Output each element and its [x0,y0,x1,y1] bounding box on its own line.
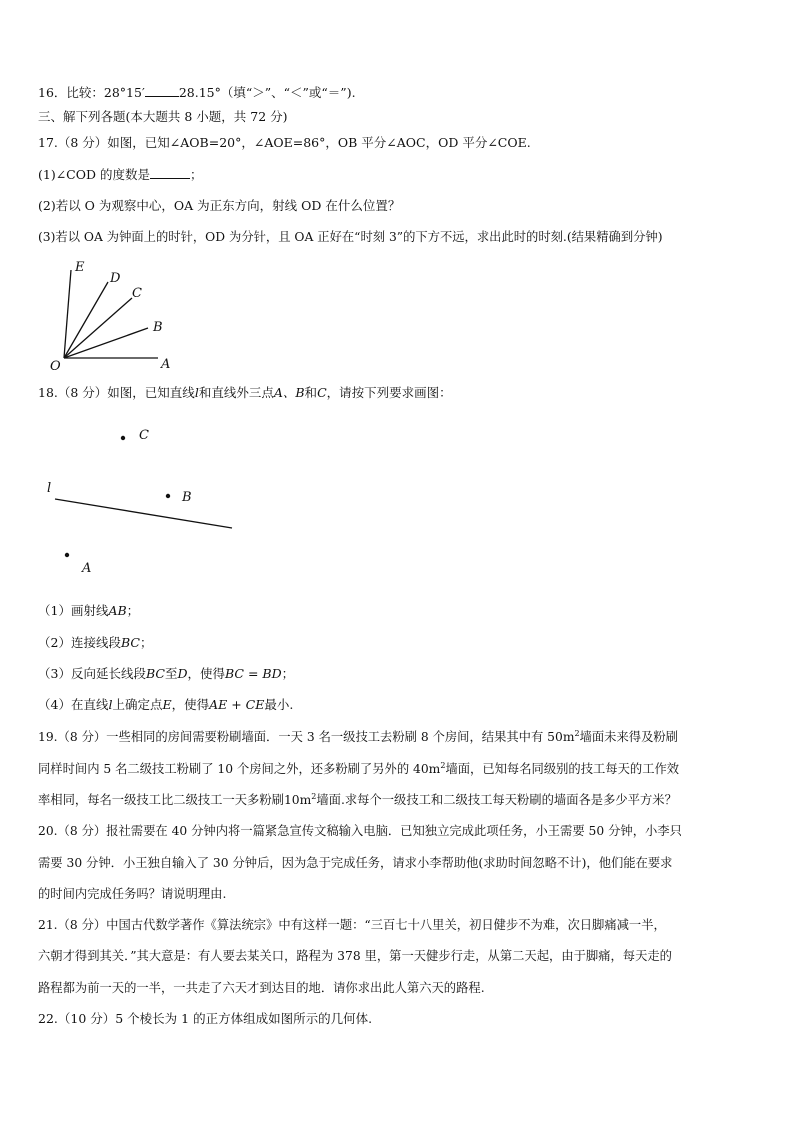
q19-line-3 [38,792,677,808]
q20-line-1: 20.（8 分）报社需要在 40 分钟内将一篇紧急宣传文稿输入电脑．已知独立完成此项任务，小王需要 50 分钟，小李只 [38,824,682,838]
label-A-18: A [82,561,92,576]
q16-prefix: 16．比较：28°15′ [38,85,145,100]
q18-s3-a: （3）反向延长线段 [38,666,146,681]
q18-stem-b: 和直线外三点 [198,385,274,400]
q17-stem: 17.（8 分）如图，已知∠AOB=20°，∠AOE=86°，OB 平分∠AOC，OD 平分∠COE. [38,135,531,150]
q18-s3-math3: BC = BD [225,666,282,681]
q18-stem-l: l [194,385,199,400]
q18-s4-d: 最小. [264,697,294,712]
q18-step-3 [38,666,294,682]
label-C-18: C [139,428,149,443]
q18-stem-a: 18.（8 分）如图，已知直线 [38,385,195,400]
q18-s4-math2: E [162,697,172,712]
q18-stem-points: A、B [273,385,305,400]
label-D: D [110,271,121,286]
label-l: l [47,481,52,496]
q19-l1-a: 19.（8 分）一些相同的房间需要粉刷墙面．一天 3 名一级技工去粉刷 8 个房间，结果其中有 50m [38,730,575,744]
q18-stem-C: C [317,385,327,400]
section-3-title: 三、解下列各题(本大题共 8 小题，共 72 分) [38,109,288,124]
q21-line-2: 六朝才得到其关．”其大意是：有人要去某关口，路程为 378 里，第一天健步行走，从第二天起，由于脚痛，每天走的 [38,949,672,963]
point-C [121,436,125,440]
q22-stem: 22.（10 分）5 个棱长为 1 的正方体组成如图所示的几何体. [38,1011,373,1026]
q18-s2-a: （2）连接线段 [38,635,121,650]
q19-l1-sup: 2 [574,728,580,738]
q18-s3-d: ； [281,666,295,681]
q18-stem-c: 和 [304,385,318,400]
q18-s3-c: ，使得 [187,666,226,681]
q17-part1-suffix: ； [190,167,203,182]
q18-stem-d: ，请按下列要求画图： [326,385,452,400]
label-A: A [161,357,171,372]
q18-step-4 [38,697,293,713]
q18-s3-math1: BC [145,666,165,681]
q17-part1-prefix: (1)∠COD 的度数是 [38,167,150,182]
q20-line-2: 需要 30 分钟．小王独自输入了 30 分钟后，因为急于完成任务，请求小李帮助他(求助时间忽略不计)，他们能在要求 [38,856,673,870]
label-B-18: B [182,490,192,505]
q18-step-1 [38,603,139,619]
q19-l1-b: 墙面未来得及粉刷 [579,730,678,744]
q18-s4-math3: AE + CE [209,697,265,712]
q18-s4-a: （4）在直线 [38,697,109,712]
q18-s1-b: ； [126,603,140,618]
q18-step-2 [38,635,152,651]
label-B: B [153,320,163,335]
q18-s4-b: 上确定点 [112,697,163,712]
label-O: O [50,359,61,374]
q19-l2-a: 同样时间内 5 名二级技工粉刷了 10 个房间之外，还多粉刷了另外的 40m [38,762,441,776]
q18-s3-math2: D [177,666,188,681]
q18-s4-math1: l [108,697,113,712]
q18-s4-c: ，使得 [171,697,210,712]
label-E: E [75,260,85,275]
label-C: C [132,286,142,301]
q19-l3-a: 率相同，每名一级技工比二级技工一天多粉刷10m [38,793,312,807]
point-A [65,553,69,557]
q18-s2-b: ； [139,635,153,650]
q18-s1-math: AB [108,603,127,618]
point-B [166,494,170,498]
q21-line-3: 路程都为前一天的一半，一共走了六天才到达目的地．请你求出此人第六天的路程. [38,981,485,995]
q17-part3: (3)若以 OA 为钟面上的时针，OD 为分针，且 OA 正好在“时刻 3”的下方不远，求出此时的时刻.(结果精确到分钟) [38,230,663,244]
q20-line-3: 的时间内完成任务吗？请说明理由. [38,887,227,901]
q19-line-1 [38,729,678,745]
q19-l3-b: 墙面.求每个一级技工和二级技工每天粉刷的墙面各是多少平方米？ [316,793,677,807]
line-l [55,499,232,528]
q21-line-1: 21.（8 分）中国古代数学著作《算法统宗》中有这样一题：“三百七十八里关，初日健步不为难，次日脚痛减一半， [38,918,666,932]
q19-line-2 [38,761,679,777]
q19-l3-sup: 2 [311,791,317,801]
q19-l2-sup: 2 [440,760,446,770]
q19-l2-b: 墙面，已知每名同级别的技工每天的工作效 [445,762,680,776]
q18-s1-a: （1）画射线 [38,603,109,618]
q18-s3-b: 至 [164,666,178,681]
q18-s2-math: BC [120,635,140,650]
q17-part2: (2)若以 O 为观察中心，OA 为正东方向，射线 OD 在什么位置？ [38,198,401,213]
q16-suffix: 28.15°（填“＞”、“＜”或“＝”). [178,85,356,100]
